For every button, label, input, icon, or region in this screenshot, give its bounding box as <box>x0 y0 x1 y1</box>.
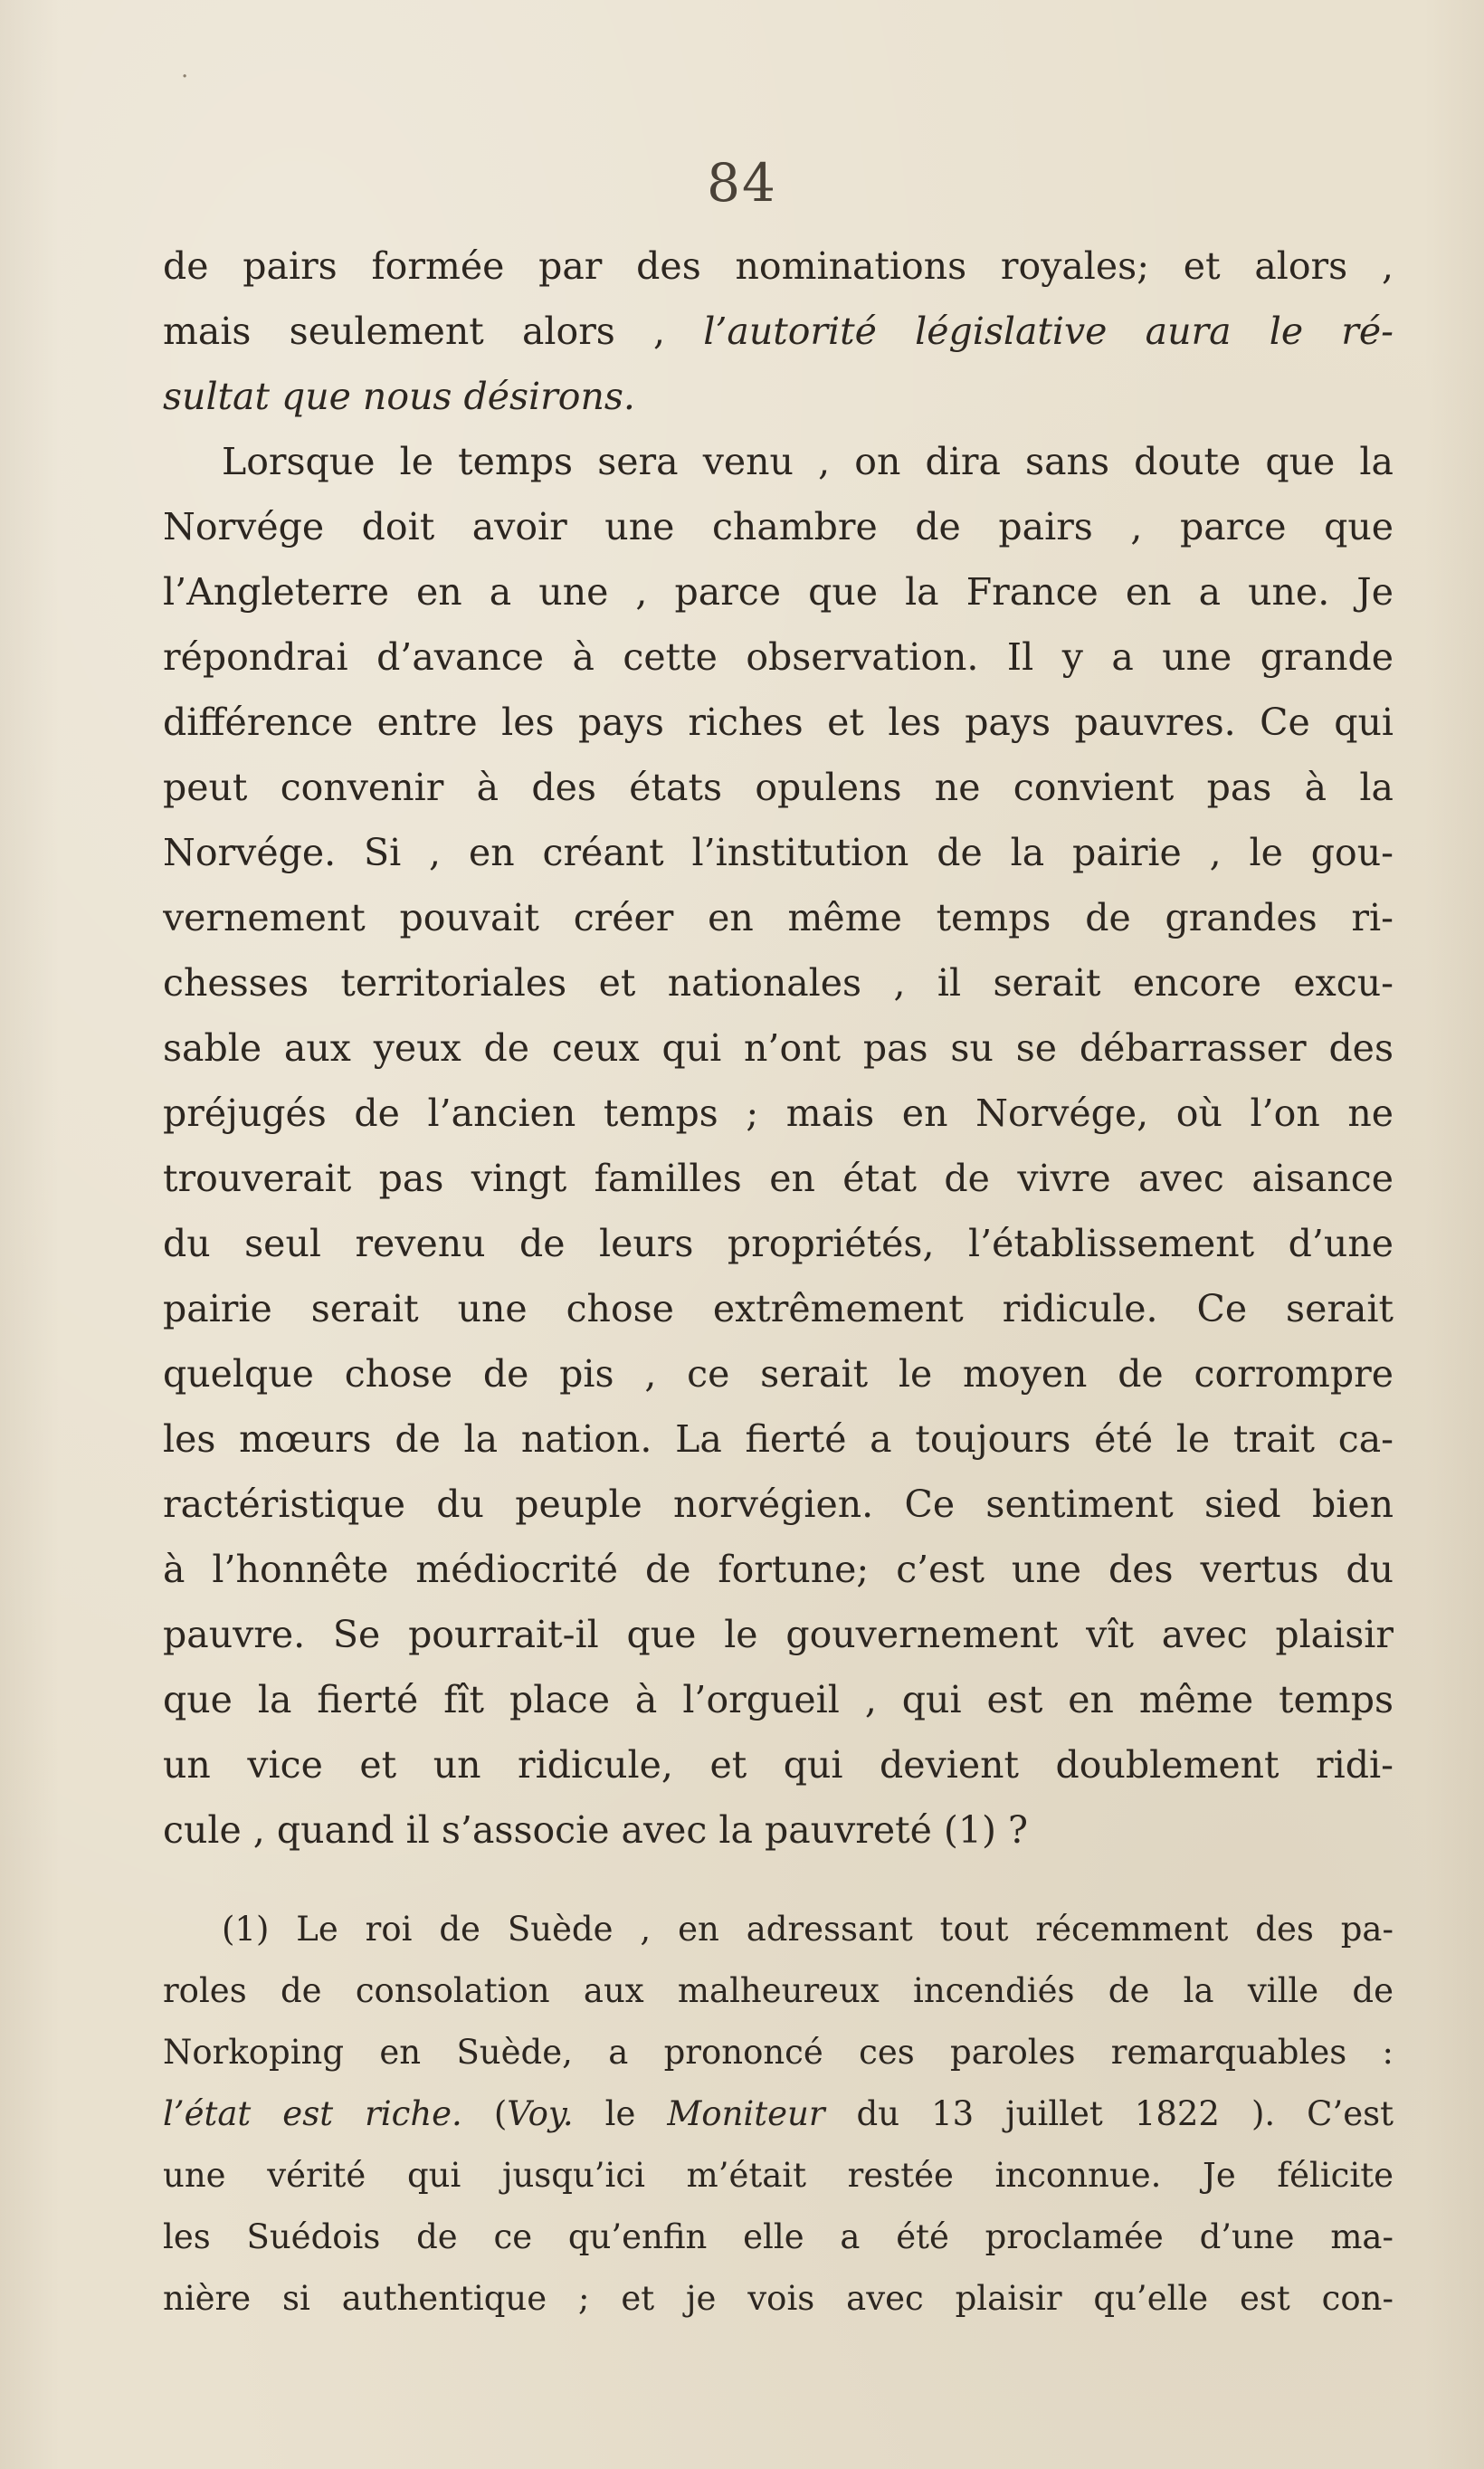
text-run: Norvége doit avoir une chambre de pairs , parce que <box>163 505 1394 548</box>
text-run: une vérité qui jusqu’ici m’était restée inconnue. Je félicite <box>163 2156 1394 2195</box>
text-run: (1) Le roi de Suède , en adressant tout récemment des pa- <box>222 1910 1394 1949</box>
footnote-line <box>163 1899 1394 1960</box>
text-run: cule , quand il s’associe avec la pauvreté (1) ? <box>163 1808 1028 1852</box>
text-line <box>163 1276 1394 1341</box>
text-line <box>163 299 1394 364</box>
text-line <box>163 1146 1394 1211</box>
text-run: nière si authentique ; et je vois avec plaisir qu’elle est con- <box>163 2279 1394 2318</box>
text-line <box>163 1797 1394 1863</box>
text-run: un vice et un ridicule, et qui devient doublement ridi- <box>163 1743 1394 1787</box>
text-line <box>163 1602 1394 1667</box>
text-line <box>163 1732 1394 1797</box>
text-run: du 13 juillet 1822 ). C’est <box>824 2094 1394 2133</box>
text-run: l’Angleterre en a une , parce que la France en a une. Je <box>163 570 1394 614</box>
italic-run: l’état est riche. <box>163 2094 462 2133</box>
text-line <box>163 624 1394 690</box>
text-run: du seul revenu de leurs propriétés, l’établissement d’une <box>163 1222 1394 1265</box>
text-run: Norkoping en Suède, a prononcé ces paroles remarquables : <box>163 2033 1394 2072</box>
text-line <box>163 1537 1394 1602</box>
text-line <box>163 1406 1394 1472</box>
text-run: chesses territoriales et nationales , il serait encore excu- <box>163 961 1394 1005</box>
text-run: ( <box>461 2094 508 2133</box>
text-line <box>163 559 1394 624</box>
text-line <box>163 885 1394 950</box>
footnote-line <box>163 1960 1394 2022</box>
footnote-line <box>163 2022 1394 2083</box>
text-run: les Suédois de ce qu’enfin elle a été proclamée d’une ma- <box>163 2217 1394 2256</box>
italic-run: l’autorité législative aura le ré- <box>703 310 1394 353</box>
text-run: à l’honnête médiocrité de fortune; c’est une des vertus du <box>163 1548 1394 1591</box>
text-run: que la fierté fît place à l’orgueil , qui est en même temps <box>163 1678 1394 1721</box>
text-line <box>163 234 1394 299</box>
text-line <box>163 494 1394 559</box>
text-run: roles de consolation aux malheureux incendiés de la ville de <box>163 1971 1394 2010</box>
footnote-line <box>163 2207 1394 2268</box>
text-run: de pairs formée par des nominations royales; et alors , <box>163 244 1394 288</box>
footnote-line <box>163 2268 1394 2330</box>
text-run: Lorsque le temps sera venu , on dira sans doute que la <box>222 440 1394 483</box>
footnote <box>163 1899 1394 2330</box>
text-run: peut convenir à des états opulens ne convient pas à la <box>163 766 1394 809</box>
text-line <box>163 820 1394 885</box>
footnote-line <box>163 2083 1394 2145</box>
text-line <box>163 1341 1394 1406</box>
text-run: quelque chose de pis , ce serait le moyen de corrompre <box>163 1352 1394 1396</box>
text-line <box>163 1081 1394 1146</box>
text-run: vernement pouvait créer en même temps de grandes ri- <box>163 896 1394 939</box>
text-run: pairie serait une chose extrêmement ridicule. Ce serait <box>163 1287 1394 1330</box>
page-number: 84 <box>707 152 777 214</box>
text-line <box>163 1472 1394 1537</box>
ink-speck: · <box>181 63 189 91</box>
text-line <box>163 755 1394 820</box>
italic-run: Moniteur <box>667 2094 825 2133</box>
italic-run: Voy. <box>507 2094 574 2133</box>
text-run: sable aux yeux de ceux qui n’ont pas su se débarrasser des <box>163 1026 1394 1070</box>
footnote-line <box>163 2145 1394 2207</box>
text-run: répondrai d’avance à cette observation. Il y a une grande <box>163 635 1394 679</box>
text-run: les mœurs de la nation. La fierté a toujours été le trait ca- <box>163 1417 1394 1461</box>
text-line <box>163 429 1394 494</box>
italic-run: sultat que nous désirons. <box>163 375 635 418</box>
text-line <box>163 1667 1394 1732</box>
text-line <box>163 950 1394 1015</box>
main-text <box>163 234 1394 1863</box>
text-run: pauvre. Se pourrait-il que le gouvernement vît avec plaisir <box>163 1613 1394 1656</box>
text-run: préjugés de l’ancien temps ; mais en Norvége, où l’on ne <box>163 1092 1394 1135</box>
text-run: le <box>573 2094 668 2133</box>
text-run: Norvége. Si , en créant l’institution de la pairie , le gou- <box>163 831 1394 874</box>
text-line <box>163 1015 1394 1081</box>
text-run: trouverait pas vingt familles en état de vivre avec aisance <box>163 1157 1394 1200</box>
text-run: différence entre les pays riches et les pays pauvres. Ce qui <box>163 701 1394 744</box>
text-line <box>163 364 1394 429</box>
text-line <box>163 690 1394 755</box>
text-run: ractéristique du peuple norvégien. Ce sentiment sied bien <box>163 1482 1394 1526</box>
text-run: mais seulement alors , <box>163 310 704 353</box>
text-line <box>163 1211 1394 1276</box>
